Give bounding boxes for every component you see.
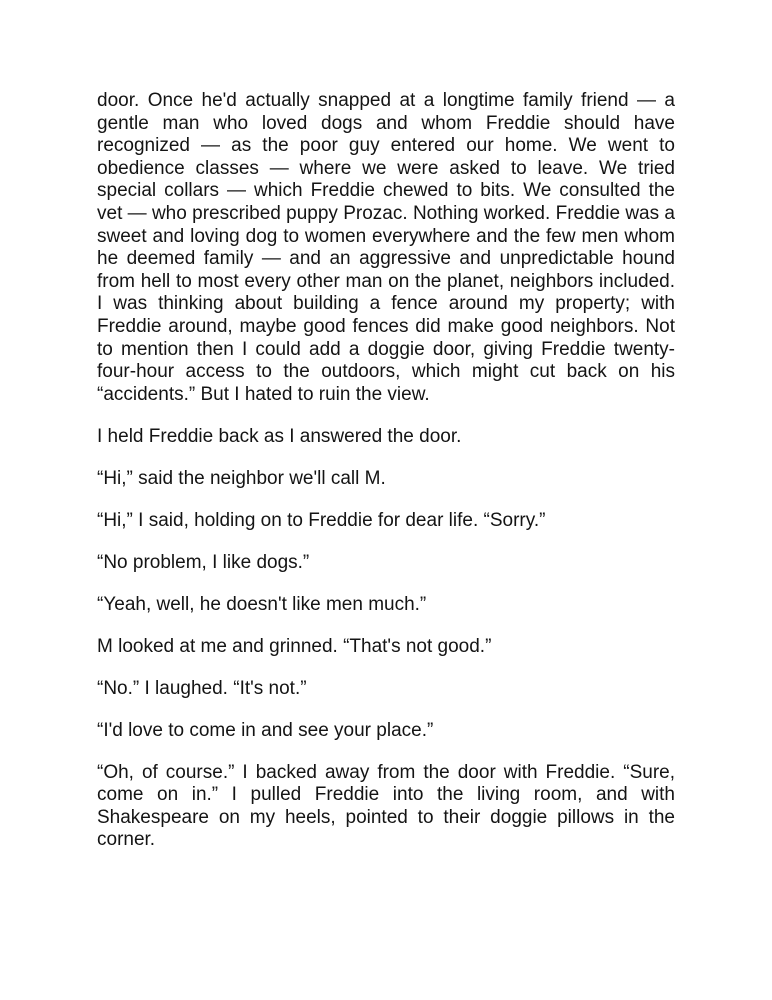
paragraph-m-grinned: M looked at me and grinned. “That's not good.” [97,635,492,657]
paragraph-answered-door: I held Freddie back as I answered the door. [97,425,462,447]
paragraph-see-your-place: “I'd love to come in and see your place.” [97,719,434,741]
paragraph-no-problem: “No problem, I like dogs.” [97,551,310,573]
paragraph-neighbor-hi: “Hi,” said the neighbor we'll call M. [97,467,386,489]
book-page-text [97,90,675,871]
paragraph-doesnt-like-men: “Yeah, well, he doesn't like men much.” [97,593,427,615]
paragraph-freddie-history: door. Once he'd actually snapped at a longtime family friend — a gentle man who loved dogs and whom Freddie should have recognized — as the poor guy entered our home. We went to obedience classes — where we were asked to leave. We tried special collars — which Freddie chewed to bits. We consulted the vet — who prescribed puppy Prozac. Nothing worked. Freddie was a sweet and loving dog to women everywhere and the few men whom he deemed family — and an aggressive and unpredictable hound from hell to most every other man on the planet, neighbors included. I was thinking about building a fence around my property; with Freddie around, maybe good fences did make good neighbors. Not to mention then I could add a doggie door, giving Freddie twenty-four-hour access to the outdoors, which might cut back on his “accidents.” But I hated to ruin the view. [97,90,675,405]
paragraph-come-on-in: “Oh, of course.” I backed away from the door with Freddie. “Sure, come on in.” I pulled Freddie into the living room, and with Shakespeare on my heels, pointed to their doggie pillows in the corner. [97,761,675,851]
paragraph-laughed: “No.” I laughed. “It's not.” [97,677,307,699]
paragraph-narrator-hi: “Hi,” I said, holding on to Freddie for dear life. “Sorry.” [97,509,546,531]
